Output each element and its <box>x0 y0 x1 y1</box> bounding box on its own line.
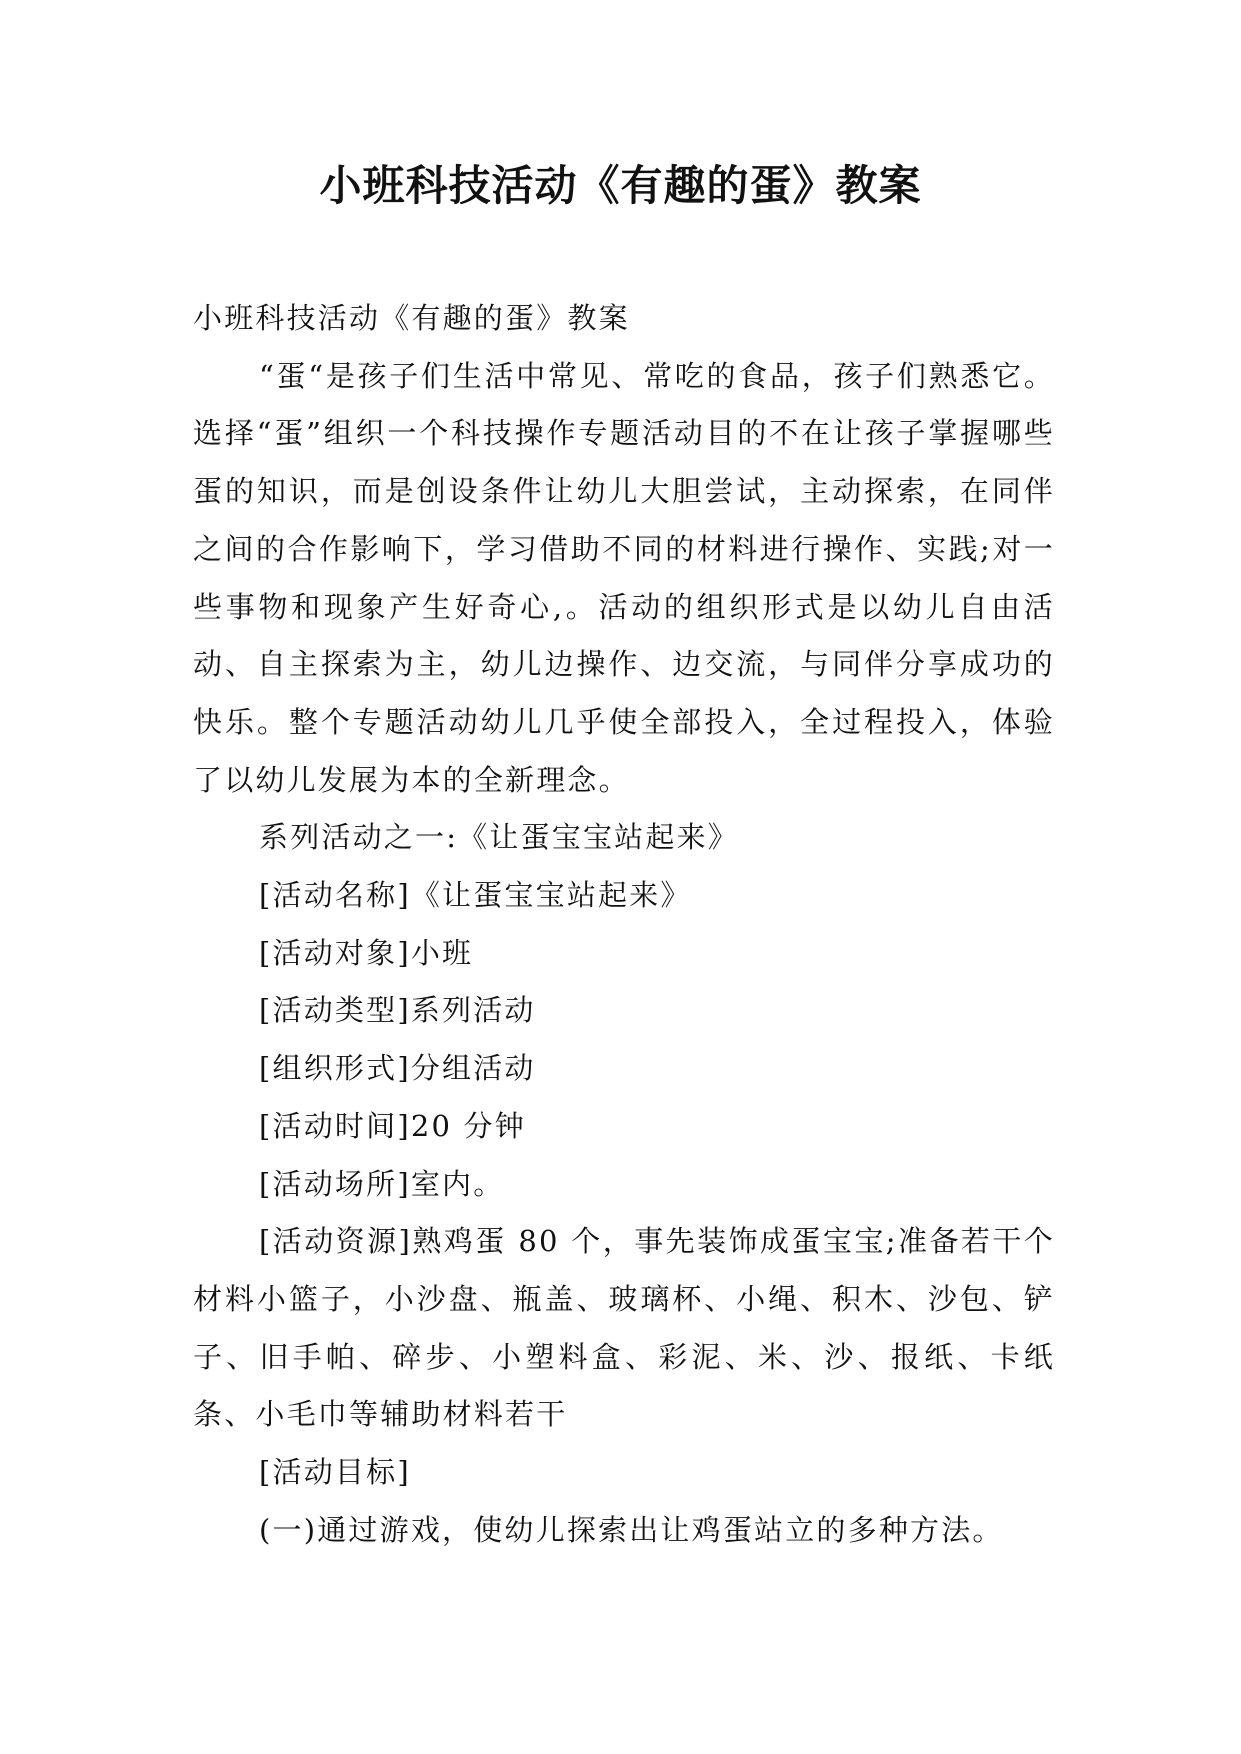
document-subtitle: 小班科技活动《有趣的蛋》教案 <box>193 301 630 335</box>
goal-item-1: (一)通过游戏，使幼儿探索出让鸡蛋站立的多种方法。 <box>259 1512 1004 1547</box>
intro-paragraph: “蛋“是孩子们生活中常见、常吃的食品，孩子们熟悉它。选择“蛋”组织一个科技操作专题活动目的不在让孩子掌握哪些蛋的知识，而是创设条件让幼儿大胆尝试，主动探索，在同伴之间的合作影响下，学习借助不同的材料进行操作、实践;对一些事物和现象产生好奇心,。活动的组织形式是以幼儿自由活动、自主探索为主，幼儿边操作、边交流，与同伴分享成功的快乐。整个专题活动幼儿几乎使全部投入，全过程投入，体验了以幼儿发展为本的全新理念。 <box>193 358 1055 797</box>
field-organization-form: [组织形式]分组活动 <box>259 1051 536 1086</box>
document-title: 小班科技活动《有趣的蛋》教案 <box>319 161 922 210</box>
field-activity-type: [活动类型]系列活动 <box>259 993 536 1028</box>
resources-paragraph: [活动资源]熟鸡蛋 80 个，事先装饰成蛋宝宝;准备若干个材料小篮子，小沙盘、瓶盖、玻璃杯、小绳、积木、沙包、铲子、旧手帕、碎步、小塑料盒、彩泥、米、沙、报纸、卡纸条、小毛巾等辅助材料若干 <box>193 1224 1055 1432</box>
field-activity-name: [活动名称]《让蛋宝宝站起来》 <box>259 878 692 913</box>
document-body <box>193 290 1055 1559</box>
goals-heading: [活动目标] <box>259 1455 411 1490</box>
field-activity-place: [活动场所]室内。 <box>259 1166 505 1201</box>
series-heading: 系列活动之一:《让蛋宝宝站起来》 <box>259 820 739 855</box>
field-activity-target: [活动对象]小班 <box>259 935 474 970</box>
field-activity-time: [活动时间]20 分钟 <box>259 1108 526 1143</box>
